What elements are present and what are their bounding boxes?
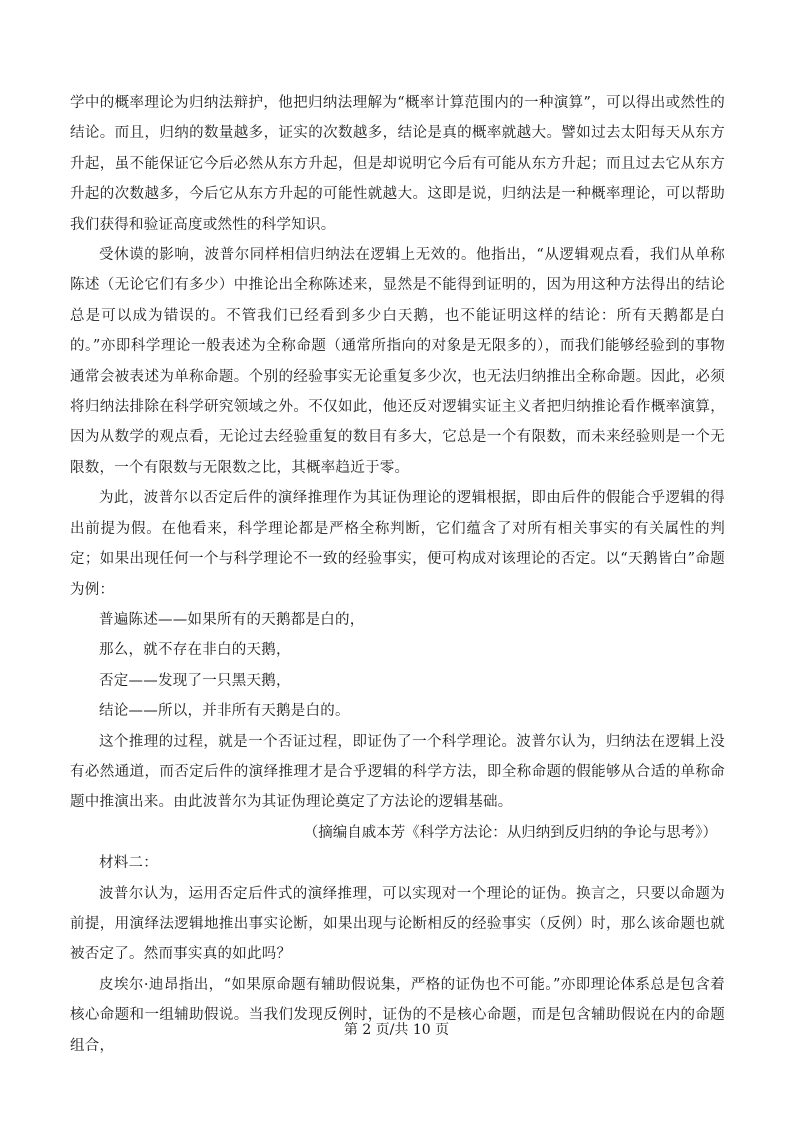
paragraph-5: 波普尔认为，运用否定后件式的演绎推理，可以实现对一个理论的证伪。换言之，只要以命题为前提，用演绎法逻辑地推出事实论断，如果出现与论断相反的经验事实（反例）时，那么该命题也就被否定了。然而事实真的如此吗？ [70,885,725,963]
syllogism-line-1: 普遍陈述——如果所有的天鹅都是白的， [99,611,365,628]
document-body [70,88,725,1061]
source-citation: （摘编自戚本芳《科学方法论：从归纳到反归纳的争论与思考》） [303,824,717,841]
paragraph-6: 皮埃尔·迪昂指出，“如果原命题有辅助假说集，严格的证伪也不可能。”亦即理论体系总是包含着核心命题和一组辅助假说。当我们发现反例时，证伪的不是核心命题，而是包含辅助假说在内的命题组合， [70,976,725,1054]
syllogism-line-2: 那么，就不存在非白的天鹅， [99,642,291,659]
paragraph-1: 学中的概率理论为归纳法辩护，他把归纳法理解为“概率计算范围内的一种演算”，可以得出或然性的结论。而且，归纳的数量越多，证实的次数越多，结论是真的概率就越大。譬如过去太阳每天从东方升起，虽不能保证它今后必然从东方升起，但是却说明它今后有可能从东方升起；而且过去它从东方升起的次数越多，今后它从东方升起的可能性就越大。这即是说，归纳法是一种概率理论，可以帮助我们获得和验证高度或然性的科学知识。 [70,95,725,233]
page-number: 第 2 页/共 10 页 [343,1022,450,1038]
paragraph-2: 受休谟的影响，波普尔同样相信归纳法在逻辑上无效的。他指出，“从逻辑观点看，我们从单称陈述（无论它们有多少）中推论出全称陈述来，显然是不能得到证明的，因为用这种方法得出的结论总是可以成为错误的。不管我们已经看到多少白天鹅，也不能证明这样的结论：所有天鹅都是白的。”亦即科学理论一般表述为全称命题（通常所指向的对象是无限多的），而我们能够经验到的事物通常会被表述为单称命题。个别的经验事实无论重复多少次，也无法归纳推出全称命题。因此，必须将归纳法排除在科学研究领域之外。不仅如此，他还反对逻辑实证主义者把归纳推论看作概率演算，因为从数学的观点看，无论过去经验重复的数目有多大，它总是一个有限数，而未来经验则是一个无限数，一个有限数与无限数之比，其概率趋近于零。 [70,247,725,476]
material-2-heading: 材料二： [99,855,158,872]
syllogism-line-3: 否定——发现了一只黑天鹅， [99,672,291,689]
paragraph-3: 为此，波普尔以否定后件的演绎推理作为其证伪理论的逻辑根据，即由后件的假能合乎逻辑的得出前提为假。在他看来，科学理论都是严格全称判断，它们蕴含了对所有相关事实的有关属性的判定；如果出现任何一个与科学理论不一致的经验事实，便可构成对该理论的否定。以“天鹅皆白”命题为例： [70,490,725,598]
paragraph-4: 这个推理的过程，就是一个否证过程，即证伪了一个科学理论。波普尔认为，归纳法在逻辑上没有必然通道，而否定后件的演绎推理才是合乎逻辑的科学方法，即全称命题的假能够从合适的单称命题中推演出来。由此波普尔为其证伪理论奠定了方法论的逻辑基础。 [70,733,725,811]
syllogism-line-4: 结论——所以，并非所有天鹅是白的。 [99,703,350,720]
